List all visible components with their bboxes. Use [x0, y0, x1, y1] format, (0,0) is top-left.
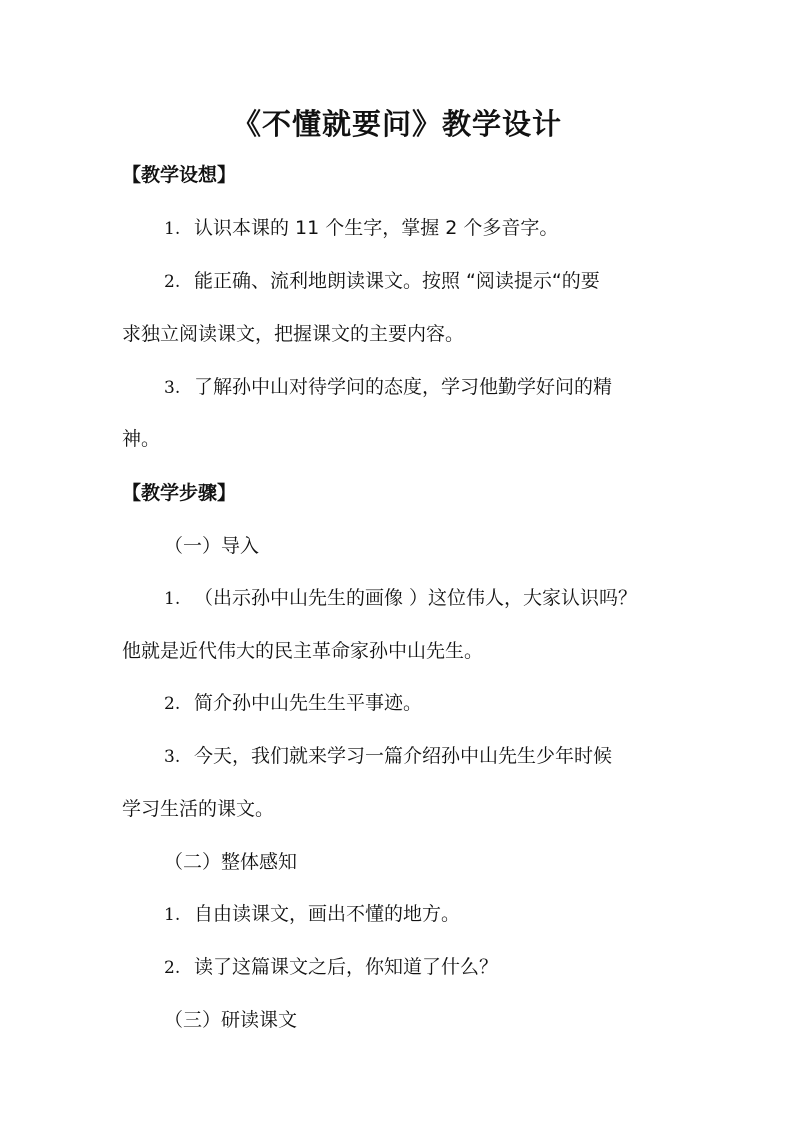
- goal-item-1: [164, 216, 558, 241]
- goal-text: 认识本课的 11 个生字，掌握 2 个多音字。: [194, 217, 559, 239]
- step-number: 1.: [164, 589, 181, 609]
- step-text: （出示孙中山先生的画像 ）这位伟人，大家认识吗？: [194, 587, 638, 609]
- part-heading-overview: （二）整体感知: [164, 851, 298, 873]
- part-heading-intro: （一）导入: [164, 535, 260, 557]
- overview-number: 2.: [164, 958, 181, 978]
- step-item-3: [164, 744, 612, 769]
- goal-item-3-continuation: 神。: [122, 428, 161, 450]
- goal-item-3: [164, 375, 612, 400]
- section-heading-steps: 【教学步骤】: [122, 482, 237, 504]
- overview-item-1: [164, 902, 460, 927]
- goal-text: 能正确、流利地朗读课文。按照 “阅读提示“的要: [194, 270, 600, 292]
- part-heading-study: （三）研读课文: [164, 1009, 298, 1031]
- goal-item-2-continuation: 求独立阅读课文，把握课文的主要内容。: [122, 323, 465, 345]
- step-item-2: [164, 691, 422, 716]
- step-item-3-continuation: 学习生活的课文。: [122, 798, 275, 820]
- goal-number: 1.: [164, 219, 181, 239]
- overview-number: 1.: [164, 905, 181, 925]
- goal-item-2: [164, 269, 600, 294]
- section-heading-goals: 【教学设想】: [122, 164, 237, 186]
- goal-text: 了解孙中山对待学问的态度，学习他勤学好问的精: [194, 376, 613, 398]
- overview-text: 自由读课文，画出不懂的地方。: [194, 903, 461, 925]
- step-text: 简介孙中山先生生平事迹。: [194, 692, 423, 714]
- step-item-1: [164, 586, 637, 611]
- step-number: 3.: [164, 747, 181, 767]
- goal-number: 2.: [164, 272, 181, 292]
- overview-item-2: [164, 955, 498, 980]
- step-item-1-continuation: 他就是近代伟大的民主革命家孙中山先生。: [122, 640, 484, 662]
- document-title: 《不懂就要问》教学设计: [231, 107, 562, 141]
- goal-number: 3.: [164, 378, 181, 398]
- step-text: 今天，我们就来学习一篇介绍孙中山先生少年时候: [194, 745, 613, 767]
- step-number: 2.: [164, 694, 181, 714]
- overview-text: 读了这篇课文之后，你知道了什么？: [194, 956, 499, 978]
